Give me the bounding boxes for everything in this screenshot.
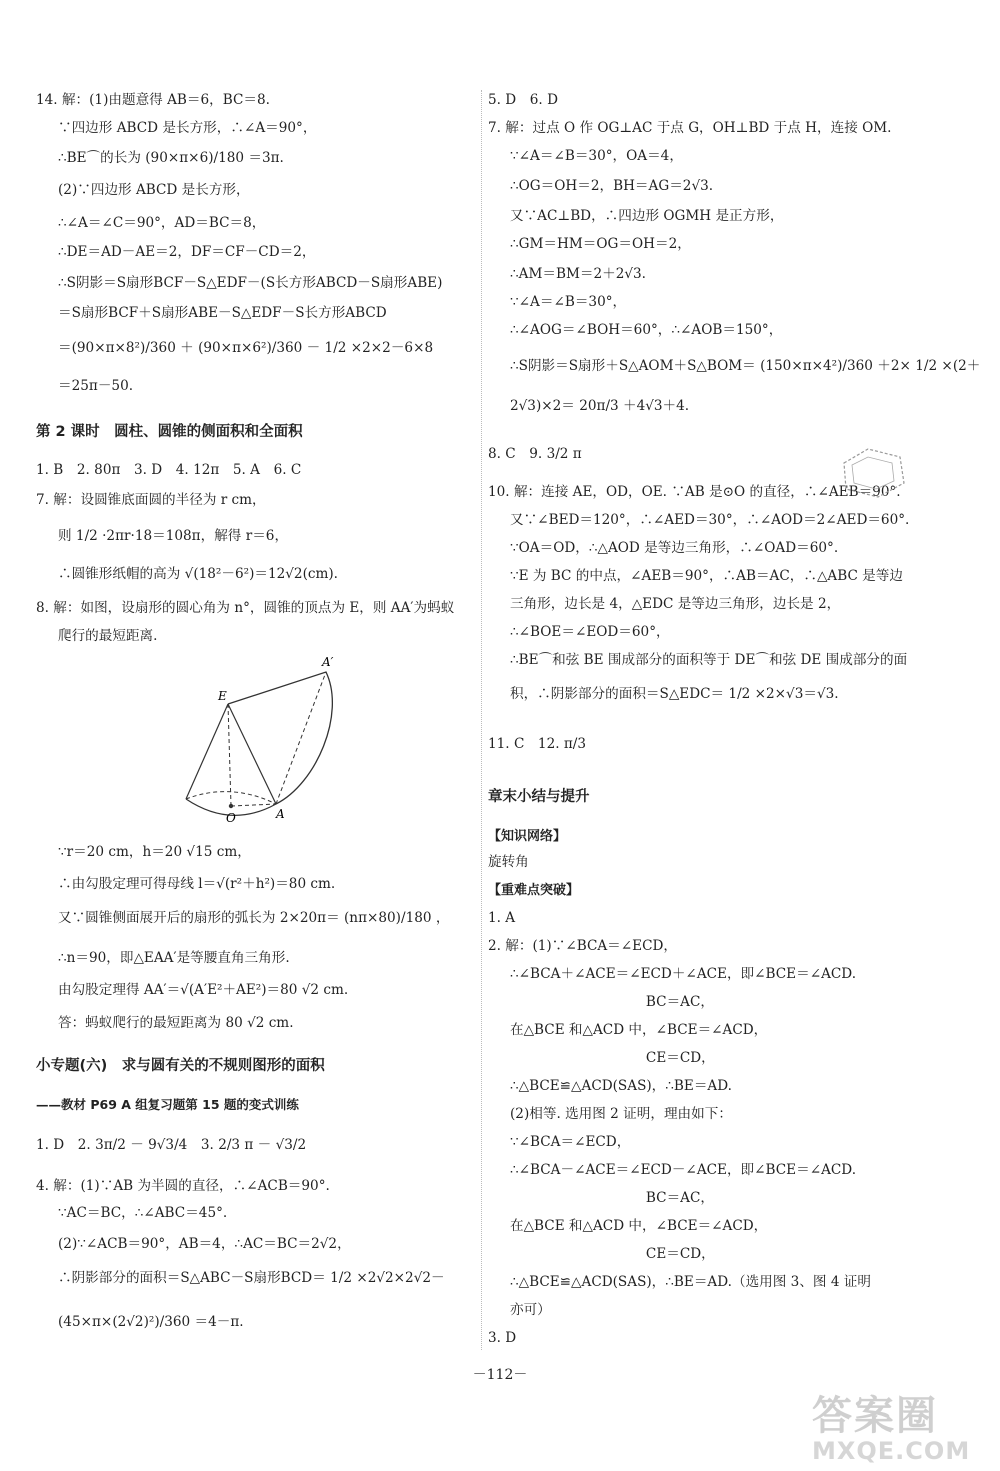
left-line: (2)∵四边形 ABCD 是长方形， — [58, 182, 250, 198]
right-line: 【重难点突破】 — [488, 883, 580, 898]
right-line: 2√3)×2＝ 20π/3 ＋4√3＋4. — [510, 398, 690, 414]
label-A-prime: A′ — [322, 655, 334, 669]
left-line: ∴由勾股定理可得母线 l＝√(r²＋h²)＝80 cm. — [58, 876, 336, 892]
generatrix-left — [186, 704, 228, 799]
left-line: ∴圆锥形纸帽的高为 √(18²－6²)＝12√2(cm). — [58, 566, 339, 582]
right-line: ∴∠BCA＋∠ACE＝∠ECD＋∠ACE，即∠BCE＝∠ACD. — [510, 966, 857, 982]
right-line: 7. 解：过点 O 作 OG⊥AC 于点 G，OH⊥BD 于点 H，连接 OM. — [488, 120, 892, 136]
left-line: ＝(90×π×8²)/360 ＋ (90×π×6²)/360 － 1/2 ×2×2－6×8 — [58, 340, 434, 356]
right-line: ∵∠A＝∠B＝30°， — [510, 294, 627, 310]
column-divider — [481, 90, 482, 1350]
left-line: ∴阴影部分的面积＝S△ABC－S扇形BCD＝ 1/2 ×2√2×2√2－ — [58, 1270, 445, 1286]
right-line: ∴GM＝HM＝OG＝OH＝2， — [510, 236, 691, 252]
right-line: 在△BCE 和△ACD 中，∠BCE＝∠ACD， — [510, 1022, 768, 1038]
cone-diagram — [176, 654, 376, 824]
left-line: ∵AC＝BC，∴∠ABC＝45°. — [58, 1205, 228, 1221]
right-line: ∵∠A＝∠B＝30°，OA＝4， — [510, 148, 683, 164]
left-line: 又∵圆锥侧面展开后的扇形的弧长为 2×20π＝ (nπ×80)/180 ， — [58, 910, 450, 926]
right-line: BC＝AC， — [510, 1190, 714, 1206]
right-line: 8. C 9. 3/2 π — [488, 446, 582, 462]
left-line: 小专题(六) 求与圆有关的不规则图形的面积 — [36, 1058, 325, 1074]
right-line: 【知识网络】 — [488, 829, 567, 844]
right-line: ∵∠BCA＝∠ECD， — [510, 1134, 631, 1150]
left-line: 则 1/2 ·2πr·18＝108π，解得 r＝6， — [58, 528, 289, 544]
right-line: BC＝AC， — [510, 994, 714, 1010]
right-line: CE＝CD， — [510, 1246, 715, 1262]
left-line: 由勾股定理得 AA′＝√(A′E²＋AE²)＝80 √2 cm. — [58, 982, 349, 998]
cone-height — [228, 704, 231, 806]
left-line: 14. 解：(1)由题意得 AB＝6，BC＝8. — [36, 92, 270, 108]
left-line: 1. D 2. 3π/2 － 9√3/4 3. 2/3 π － √3/2 — [36, 1137, 307, 1153]
left-line: ∴n＝90，即△EAA′是等腰直角三角形. — [58, 950, 290, 966]
right-line: 1. A — [488, 910, 516, 926]
right-line: ∵OA＝OD，∴△AOD 是等边三角形，∴∠OAD＝60°. — [510, 540, 839, 556]
label-E: E — [218, 689, 227, 703]
right-line: 亦可） — [510, 1302, 551, 1318]
label-A: A — [276, 807, 285, 821]
left-line: 1. B 2. 80π 3. D 4. 12π 5. A 6. C — [36, 462, 302, 478]
page-number: －112－ — [472, 1367, 528, 1383]
right-line: 11. C 12. π/3 — [488, 736, 587, 752]
left-line: ∴S阴影＝S扇形BCF－S△EDF－(S长方形ABCD－S扇形ABE) — [58, 275, 443, 291]
center-point-O — [229, 804, 233, 808]
left-line: ∴DE＝AD－AE＝2，DF＝CF－CD＝2， — [58, 244, 316, 260]
stamp-image — [838, 445, 908, 501]
right-line: ∴∠BCA－∠ACE＝∠ECD－∠ACE，即∠BCE＝∠ACD. — [510, 1162, 857, 1178]
right-line: ∴S阴影＝S扇形＋S△AOM＋S△BOM＝ (150×π×4²)/360 ＋2× 1/2 ×(2＋ — [510, 358, 981, 374]
right-line: ∵E 为 BC 的中点，∠AEB＝90°，∴AB＝AC，∴△ABC 是等边 — [510, 568, 903, 584]
watermark-logo: 答案圈 — [812, 1393, 938, 1439]
left-line: 4. 解：(1)∵AB 为半圆的直径，∴∠ACB＝90°. — [36, 1178, 330, 1194]
left-line: 8. 解：如图，设扇形的圆心角为 n°，圆锥的顶点为 E，则 AA′为蚂蚁 — [36, 600, 455, 616]
left-line: 答：蚂蚁爬行的最短距离为 80 √2 cm. — [58, 1015, 294, 1031]
right-line: 积，∴阴影部分的面积＝S△EDC＝ 1/2 ×2×√3＝√3. — [510, 686, 839, 702]
left-line: ∵r＝20 cm，h＝20 √15 cm， — [58, 844, 251, 860]
left-line: ——教材 P69 A 组复习题第 15 题的变式训练 — [36, 1097, 299, 1112]
right-line: 又∵∠BED＝120°，∴∠AED＝30°，∴∠AOD＝2∠AED＝60°. — [510, 512, 910, 528]
right-line: ∴AM＝BM＝2＋2√3. — [510, 266, 647, 282]
left-line: (45×π×(2√2)²)/360 ＝4－π. — [58, 1314, 244, 1330]
right-line: 三角形，边长是 4，△EDC 是等边三角形，边长是 2， — [510, 596, 841, 612]
label-O: O — [226, 811, 236, 824]
base-radius — [231, 804, 276, 806]
left-line: 7. 解：设圆锥底面圆的半径为 r cm， — [36, 492, 266, 508]
left-line: 爬行的最短距离. — [58, 628, 158, 644]
right-line: 在△BCE 和△ACD 中，∠BCE＝∠ACD， — [510, 1218, 768, 1234]
left-line: ∴BE⌒的长为 (90×π×6)/180 ＝3π. — [58, 150, 284, 166]
right-line: ∴OG＝OH＝2，BH＝AG＝2√3. — [510, 178, 714, 194]
left-line: 第 2 课时 圆柱、圆锥的侧面积和全面积 — [36, 424, 303, 440]
right-line: 章末小结与提升 — [488, 789, 590, 805]
right-line: (2)相等. 选用图 2 证明，理由如下： — [510, 1106, 732, 1122]
right-line: 2. 解：(1)∵∠BCA＝∠ECD， — [488, 938, 677, 954]
right-line: 10. 解：连接 AE，OD，OE. ∵AB 是⊙O 的直径，∴∠AEB＝90°. — [488, 484, 901, 500]
right-line: CE＝CD， — [510, 1050, 715, 1066]
right-line: ∴△BCE≌△ACD(SAS)，∴BE＝AD. — [510, 1078, 732, 1094]
left-line: (2)∵∠ACB＝90°，AB＝4，∴AC＝BC＝2√2， — [58, 1236, 351, 1252]
watermark — [812, 1384, 970, 1465]
right-line: ∴△BCE≌△ACD(SAS)，∴BE＝AD.（选用图 3、图 4 证明 — [510, 1274, 871, 1290]
right-line: 旋转角 — [488, 854, 529, 870]
left-line: ∵四边形 ABCD 是长方形，∴∠A＝90°， — [58, 120, 317, 136]
right-line: 3. D — [488, 1330, 517, 1346]
right-line: ∴∠BOE＝∠EOD＝60°， — [510, 624, 670, 640]
left-line: ＝S扇形BCF＋S扇形ABE－S△EDF－S长方形ABCD — [58, 305, 387, 321]
right-line: 5. D 6. D — [488, 92, 558, 108]
generatrix-EA — [228, 704, 276, 804]
watermark-url: MXQE.COM — [812, 1437, 971, 1465]
left-line: ＝25π－50. — [58, 378, 134, 394]
left-line: ∴∠A＝∠C＝90°，AD＝BC＝8， — [58, 215, 266, 231]
right-line: ∴BE⌒和弦 BE 围成部分的面积等于 DE⌒和弦 DE 围成部分的面 — [510, 652, 908, 668]
right-line: 又∵AC⊥BD，∴四边形 OGMH 是正方形， — [510, 208, 784, 224]
right-line: ∴∠AOG＝∠BOH＝60°，∴∠AOB＝150°， — [510, 322, 783, 338]
